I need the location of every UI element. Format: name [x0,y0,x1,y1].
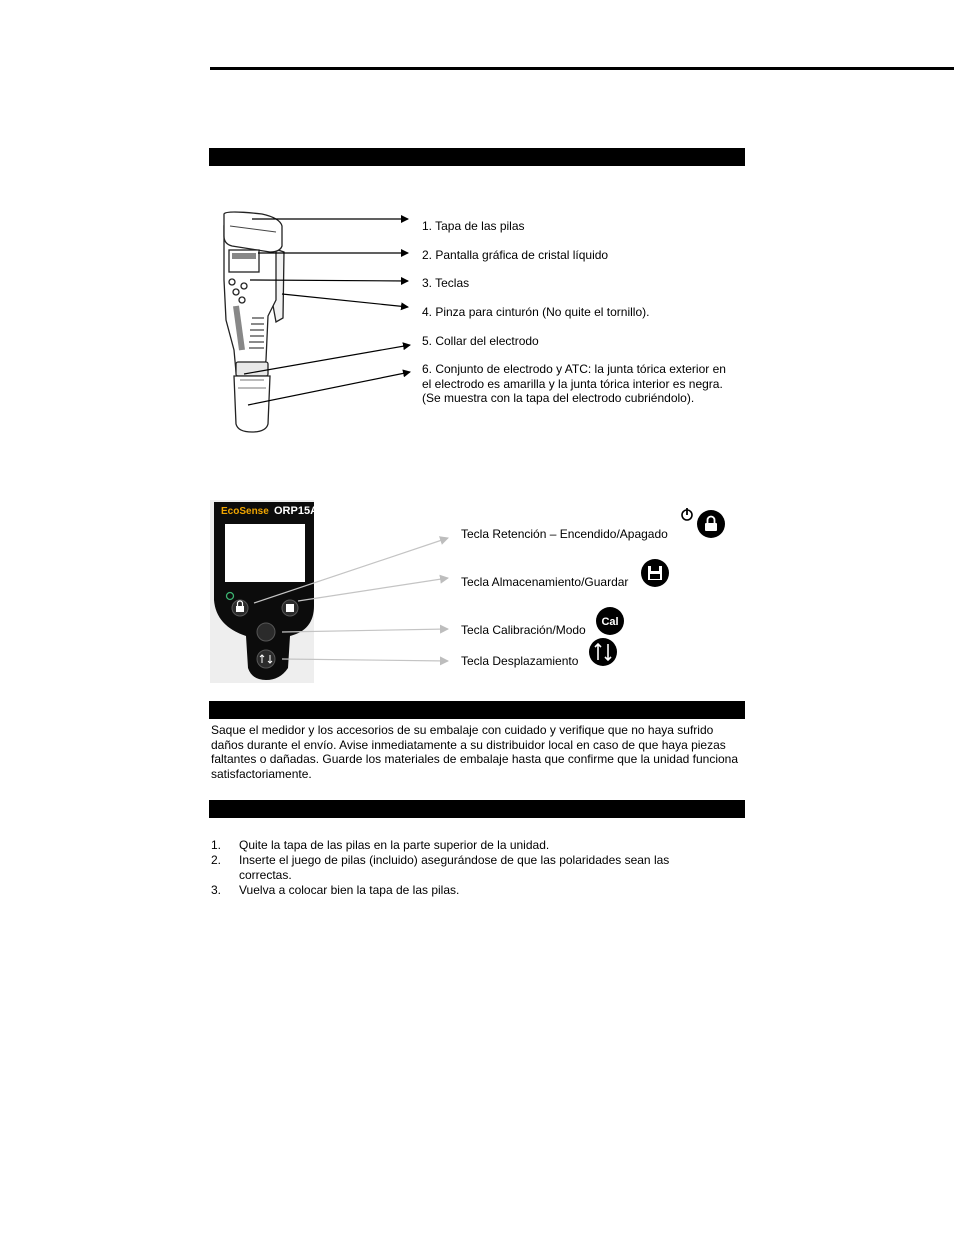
list-item [211,883,745,898]
step-text: Vuelva a colocar bien la tapa de las pilas. [239,882,460,897]
brand-logo: EcoSense [221,506,269,517]
step-text: Quite la tapa de las pilas en la parte superior de la unidad. [239,838,550,852]
part-label-1: 1. Tapa de las pilas [422,219,525,233]
svg-text:Cal: Cal [601,616,619,628]
keypad-illustration [210,500,314,683]
key-label-cal: Tecla Calibración/Modo [461,623,586,637]
cal-icon [596,607,624,635]
unpacking-paragraph: Saque el medidor y los accesorios de su embalaje con cuidado y verifique que no haya sufrido daños durante el envío. Avise inmediatamente a su distribuidor local en caso de que haya piezas faltantes o dañadas. Guarde los materiales de embalaje hasta que confirme que la unidad funciona satisfactoriamente. [211,723,739,781]
step-text: Inserte el juego de pilas (incluido) asegurándose de que las polaridades sean las correctas. [239,853,670,882]
part-label-4: 4. Pinza para cinturón (No quite el tornillo). [422,305,650,319]
part-label-6: 6. Conjunto de electrodo y ATC: la junta tórica exterior en el electrodo es amarilla y la junta tórica interior es negra. (Se muestra con la tapa del electrodo cubriéndolo). [422,362,743,405]
part-label-5: 5. Collar del electrodo [422,334,539,348]
lock-power-icon [682,508,725,538]
step-number: 1. [211,838,222,852]
step-number: 2. [211,853,222,867]
key-label-save: Tecla Almacenamiento/Guardar [461,575,629,589]
key-label-hold: Tecla Retención – Encendido/Apagado [461,527,668,541]
part-label-3: 3. Teclas [422,276,470,290]
step-number: 3. [211,882,222,897]
model-name: ORP15A [274,505,319,517]
list-item [211,853,745,882]
part-label-2: 2. Pantalla gráfica de cristal líquido [422,248,609,262]
save-icon [641,559,669,587]
key-label-scroll: Tecla Desplazamiento [461,654,579,668]
list-item [211,838,745,853]
battery-steps-list [211,838,745,898]
scroll-icon [589,638,617,666]
